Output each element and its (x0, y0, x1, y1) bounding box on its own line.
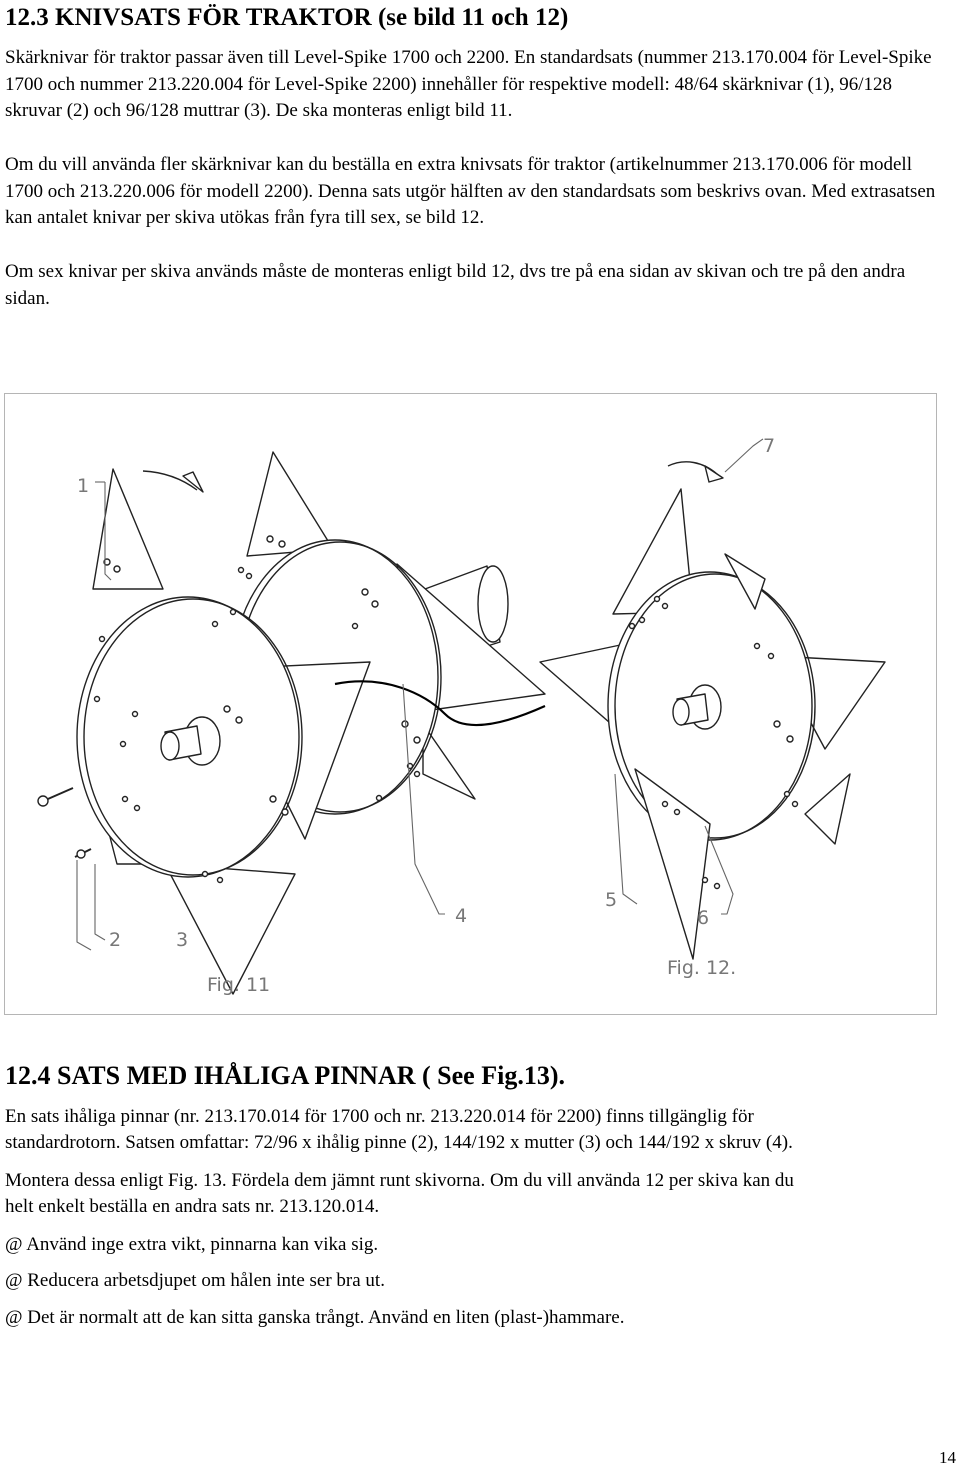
page-number: 14 (939, 1448, 956, 1467)
callout-1: 1 (77, 475, 90, 497)
paragraph-standard-set: Skärknivar för traktor passar även till Level-Spike 1700 och 2200. En standardsats (nummer 213.170.004 för Level-Spike 1700 och nummer 213.220.004 för Level-Spike 2200) innehåller för respektive modell: 48/64 skärknivar (1), 96/128 skruvar (2) och 96/128 muttrar (3). De ska monteras enligt bild 11. (5, 47, 932, 121)
callout-3: 3 (176, 929, 189, 951)
fig12-disk (540, 489, 885, 959)
paragraph-line: standardrotorn. Satsen omfattar: 72/96 x ihålig pinne (2), 144/192 x mutter (3) och 144/192 x skruv (4). (5, 1132, 793, 1153)
bolt-detail (38, 788, 91, 858)
callout-5: 5 (605, 889, 618, 911)
paragraph-line: helt enkelt beställa en andra sats nr. 213.120.014. (5, 1196, 380, 1217)
callout-4: 4 (455, 905, 468, 927)
callout-2: 2 (109, 929, 122, 951)
paragraph-extra-set: Om du vill använda fler skärknivar kan du beställa en extra knivsats för traktor (artikelnummer 213.170.006 för modell 1700 och 213.220.006 för modell 2200). Denna sats utgör hälften av den standardsats som beskrivs ovan. Med extrasatsen kan antalet knivar per skiva utökas från fyra till sex, se bild 12. (5, 154, 936, 228)
callout-6: 6 (697, 907, 710, 929)
technical-drawing-figure (4, 393, 937, 1015)
paragraph-six-knives: Om sex knivar per skiva används måste de monteras enligt bild 12, dvs tre på ena sidan av skivan och tre på den andra sidan. (5, 261, 906, 309)
paragraph-line: Montera dessa enligt Fig. 13. Fördela dem jämnt runt skivorna. Om du vill använda 12 per skiva kan du (5, 1170, 794, 1191)
fig12-caption: Fig. 12. (667, 957, 737, 979)
note-weight: @ Använd inge extra vikt, pinnarna kan vika sig. (5, 1234, 379, 1255)
callout-7: 7 (763, 435, 776, 457)
note-depth: @ Reducera arbetsdjupet om hålen inte ser bra ut. (5, 1270, 385, 1291)
rotor-drawing (5, 394, 938, 1016)
fig11-caption: Fig. 11 (207, 974, 271, 996)
section-heading-hollow-pins: 12.4 SATS MED IHÅLIGA PINNAR ( See Fig.13). (5, 1061, 565, 1090)
note-hammer: @ Det är normalt att de kan sitta ganska trångt. Använd en liten (plast-)hammare. (5, 1307, 625, 1328)
paragraph-line: En sats ihåliga pinnar (nr. 213.170.014 för 1700 och nr. 213.220.014 för 2200) finns tillgänglig för (5, 1106, 754, 1127)
section-heading-knivsats: 12.3 KNIVSATS FÖR TRAKTOR (se bild 11 och 12) (5, 4, 569, 31)
